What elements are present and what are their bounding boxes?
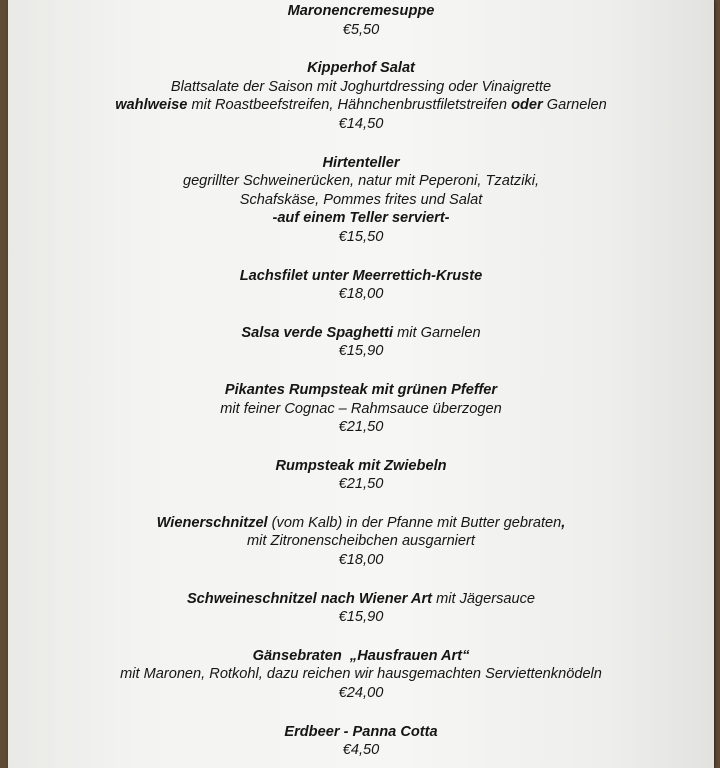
dish-name-suffix: mit Jägersauce: [432, 590, 536, 607]
dish-description: mit Zitronenscheibchen ausgarniert: [247, 533, 475, 550]
dish-price: €18,00: [338, 552, 384, 569]
option-keyword: wahlweise: [115, 97, 188, 114]
dish-description: Schafskäse, Pommes frites und Salat: [239, 191, 483, 208]
dish-title: [8, 514, 714, 533]
dish-title: [8, 324, 714, 343]
dish-description: mit Maronen, Rotkohl, dazu reichen wir hausgemachten Serviettenknödeln: [120, 666, 602, 683]
dish-price: €24,00: [338, 685, 384, 702]
dish-name-suffix: mit Garnelen: [393, 324, 481, 341]
menu-item-wienerschnitzel: [8, 514, 714, 570]
dish-description: gegrillter Schweinerücken, natur mit Peperoni, Tzatziki,: [182, 173, 540, 190]
menu-item-gaensebraten: [8, 647, 714, 703]
dish-name: Maronencremesuppe: [287, 3, 435, 19]
dish-description: mit feiner Cognac – Rahmsauce überzogen: [220, 400, 502, 417]
option-text: mit Roastbeefstreifen, Hähnchenbrustfiletstreifen: [187, 97, 512, 114]
dish-price: €4,50: [342, 742, 380, 759]
option-text: Garnelen: [542, 97, 607, 114]
dish-name: Rumpsteak mit Zwiebeln: [275, 457, 447, 474]
menu-item-rumpsteak-zwiebeln: [8, 457, 714, 494]
dish-title: [8, 590, 714, 609]
menu-item-lachsfilet: [8, 267, 714, 304]
menu-list: [8, 2, 714, 760]
dish-description-options: [8, 96, 714, 115]
dish-name: Schweineschnitzel nach Wiener Art: [186, 590, 433, 607]
dish-name-comma: ,: [561, 514, 566, 531]
dish-price: €5,50: [342, 21, 380, 38]
dish-name: Wienerschnitzel: [156, 514, 268, 531]
menu-item-maronencremesuppe: [8, 2, 714, 39]
menu-item-kipperhof-salat: [8, 59, 714, 133]
menu-item-hirtenteller: [8, 154, 714, 247]
dish-price: €14,50: [338, 115, 384, 132]
dish-price: €15,90: [338, 609, 384, 626]
dish-name: Pikantes Rumpsteak mit grünen Pfeffer: [224, 381, 498, 398]
dish-name: Gänsebraten „Hausfrauen Art“: [252, 647, 470, 664]
dish-price: €15,90: [338, 343, 384, 360]
dish-serving-note: -auf einem Teller serviert-: [272, 210, 450, 227]
dish-name: Lachsfilet unter Meerrettich-Kruste: [239, 267, 483, 284]
dish-name: Kipperhof Salat: [307, 60, 415, 77]
dish-name-suffix: (vom Kalb) in der Pfanne mit Butter gebraten: [267, 514, 562, 531]
dish-description: Blattsalate der Saison mit Joghurtdressing oder Vinaigrette: [170, 78, 552, 95]
option-keyword: oder: [511, 97, 543, 114]
menu-item-schweineschnitzel: [8, 590, 714, 627]
menu-item-pikantes-rumpsteak: [8, 381, 714, 437]
menu-item-salsa-verde-spaghetti: [8, 324, 714, 361]
dish-price: €21,50: [338, 476, 384, 493]
dish-name: Salsa verde Spaghetti: [241, 324, 394, 341]
dish-price: €15,50: [338, 228, 384, 245]
dish-name: Erdbeer - Panna Cotta: [284, 723, 438, 740]
dish-name: Hirtenteller: [322, 154, 400, 171]
dish-price: €18,00: [338, 286, 384, 303]
menu-item-erdbeer-panna-cotta: [8, 723, 714, 760]
menu-page: [8, 0, 714, 768]
dish-price: €21,50: [338, 419, 384, 436]
